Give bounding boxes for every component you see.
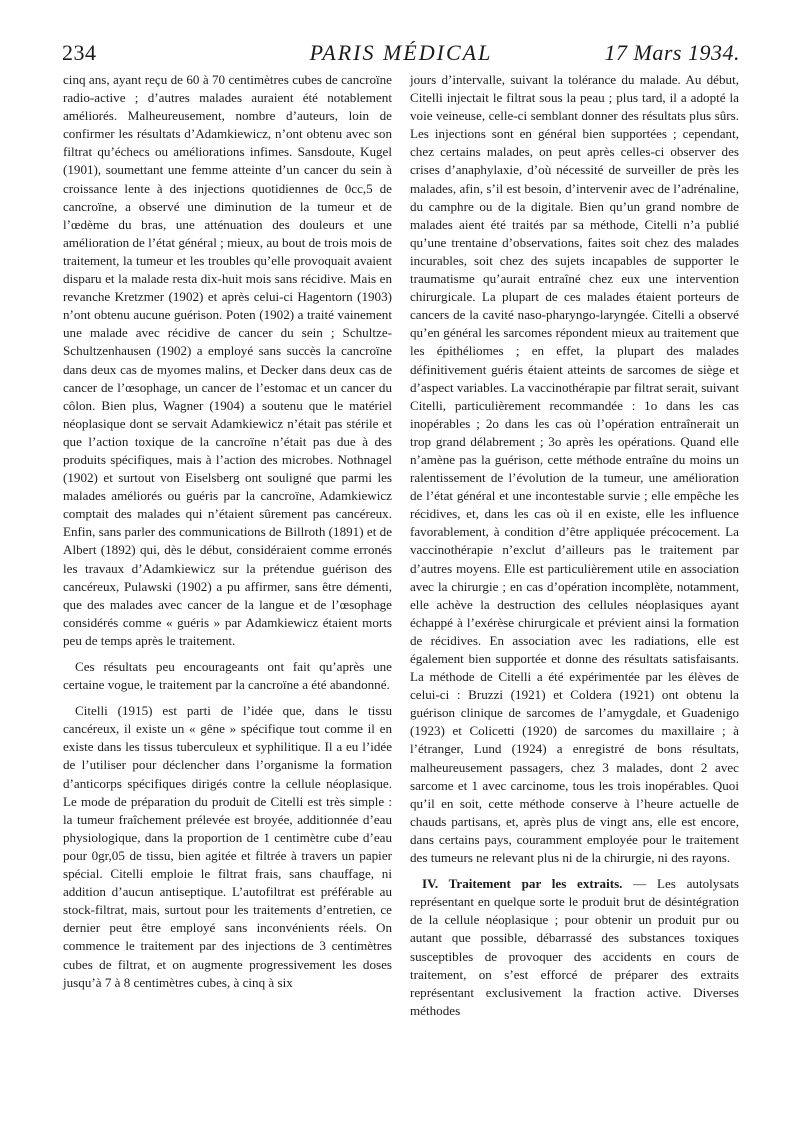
- page-number: 234: [62, 40, 97, 65]
- paragraph: jours d’intervalle, suivant la tolérance du malade. Au début, Citelli injectait le filtrat sous la peau ; plus tard, il a adopté la voie veineuse, celle-ci semblant donner des résultats plus sûrs. Les injections sont en général bien supportées ; cependant, chez certains malades, on peut après celles-ci observer des crises d’anaphylaxie, d’où nécessité de surveiller de près les malades, afin, s’il est besoin, d’intervenir avec de l’adrénaline, du camphre ou de la digitale. Bien qu’un grand nombre de malades aient été traités par sa méthode, Citelli n’a publié qu’une trentaine d’observations, faites soit chez des malades incurables, soit chez des sujets incapables de supporter le traumatisme qu’aurait entraîné chez eux une intervention chirurgicale. La plupart de ces malades étaient porteurs de cancers de la cavité naso-pharyngo-laryngée. Citelli a observé qu’en général les sarcomes répondent mieux au traitement que les épithéliomes ; en effet, la plupart des malades définitivement guéris étaient atteints de sarcomes de siège et d’aspect variables. La vaccinothérapie par filtrat serait, suivant Citelli, particulièrement recommandée : 1o dans les cas inopérables ; 2o dans les cas où l’opération entraînerait un trop grand délabrement ; 3o après les opérations. Quand elle n’amène pas la guérison, cette méthode entraîne du moins un ralentissement de l’évolution de la tumeur, une amélioration de l’état général et une incontestable survie ; elle empêche les récidives, et, dans les cas où il en existe, elle les influence favorablement, à condition d’être appliquée précocement. La vaccinothérapie n’exclut d’ailleurs pas le traitement par d’autres moyens. Elle est particulièrement utile en association avec la chirurgie ; en cas d’opération incomplète, notamment, elle achève la destruction des cellules néoplasiques ayant échappé à l’exérèse chirurgicale et prévient ainsi la formation de récidives. En association avec les radiations, elle est également bien supportée et donne des résultats satisfaisants. La méthode de Citelli a été expérimentée par les élèves de celui-ci : Bruzzi (1921) et Coldera (1921) ont obtenu la guérison clinique de sarcomes de l’amygdale, et Guadenigo (1923) et Colicetti (1920) de sarcomes du maxillaire ; à l’étranger, Lund (1924) a enregistré de bons résultats, malheureusement passagers, chez 3 malades, dont 2 avec sarcome et 1 avec carcinome, tous les trois inopérables. Quoi qu’il en soit, cette méthode conserve à l’heure actuelle de chauds partisans, et, après plus de vingt ans, elle est encore, dans certains pays, couramment employée pour le traitement des tumeurs ne relevant plus ni de la chirurgie, ni des rayons.: [410, 72, 740, 866]
- paragraph-text: — Les autolysats représentant en quelque sorte le produit brut de désintégration de la cellule néoplasique ; pour obtenir un produit pur ou autant que possible, débarrassé des substances toxiques susceptibles de provoquer des accidents en cours de traitement, on s’est efforcé de préparer des extraits représentant exclusivement la fraction active. Diverses méthodes: [410, 876, 739, 1018]
- left-column: [63, 71, 392, 992]
- section-paragraph: [410, 875, 739, 1020]
- journal-title: PARIS MÉDICAL: [309, 40, 493, 65]
- paragraph: Citelli (1915) est parti de l’idée que, dans le tissu cancéreux, il existe un « gêne » spécifique tout comme il en existe dans les tissus tuberculeux et syphilitique. Il a eu l’idée de l’utiliser pour déclencher dans l’organisme la formation d’anticorps spécifiques dirigés contre la cellule néoplasique. Le mode de préparation du produit de Citelli est très simple : la tumeur fraîchement prélevée est broyée, additionnée d’eau physiologique, dans la proportion de 1 centimètre cube d’eau pour 0gr,05 de tissu, bien agitée et filtrée à travers un papier spécial. Citelli emploie le filtrat frais, sans chauffage, ni addition d’aucun antiseptique. L’autofiltrat est préférable au stock-filtrat, mais, surtout pour les traitements d’entretien, ce dernier peut être employé sans inconvénients réels. On commence le traitement par des injections de 3 centimètres cubes de filtrat, et on augmente progressivement les doses jusqu’à 7 à 8 centimètres cubes, à cinq à six: [63, 703, 392, 990]
- running-header: [62, 40, 740, 74]
- right-column: [410, 71, 739, 1020]
- paragraph: cinq ans, ayant reçu de 60 à 70 centimètres cubes de cancroïne radio-active ; d’autres malades auraient été notablement améliorés. Malheureusement, nombre d’auteurs, loin de confirmer les résultats d’Adamkiewicz, n’ont obtenu avec son filtrat qu’échecs ou améliorations infimes. Sansdoute, Kugel (1901), soumettant une femme atteinte d’un cancer du sein à croissance lente à des injections quotidiennes de 0cc,5 de cancroïne, a observé une diminution de la tumeur et de l’œdème du bras, une atténuation des douleurs et une amélioration de l’état général ; mieux, au bout de trois mois de traitement, la tumeur et les troubles qu’elle provoquait avaient disparu et la malade resta dix-huit mois sans récidive. Mais en revanche Kretzmer (1902) et après celui-ci Hagentorn (1903) n’ont obtenu aucune guérison. Poten (1902) a traité vainement une malade avec récidive de cancer du sein ; Schultze-Schultzenhausen (1902) a employé sans succès la cancroïne dans deux cas de myomes malins, et Decker dans deux cas de cancer de l’œsophage, un cancer de l’estomac et un cancer du côlon. Bien plus, Wagner (1904) a soutenu que le matériel néoplasique dont se servait Adamkiewicz n’était pas stérile et que l’action toxique de la cancroïne n’était pas due à des produits spécifiques, mais à l’action des microbes. Nothnagel (1902) et surtout von Eiselsberg ont souligné que parmi les malades améliorés ou guéris par la cancroïne, Adamkiewicz comptait des malades qui n’étaient sûrement pas cancéreux. Enfin, sans parler des communications de Billroth (1891) et de Albert (1892) qui, dès le début, considéraient comme erronés les travaux d’Adamkiewicz sur la prétendue guérison des cancéreux, Pulawski (1902) a pu affirmer, sans être démenti, que des malades avec cancer de la langue et de l’œsophage considérés comme « guéris » par Adamkiewicz étaient morts peu de temps après le traitement.: [63, 72, 392, 648]
- issue-date: 17 Mars 1934.: [604, 40, 740, 65]
- paragraph: Ces résultats peu encourageants ont fait qu’après une certaine vogue, le traitement par la cancroïne a été abandonné.: [63, 659, 392, 693]
- section-heading: IV. Traitement par les extraits.: [422, 876, 623, 892]
